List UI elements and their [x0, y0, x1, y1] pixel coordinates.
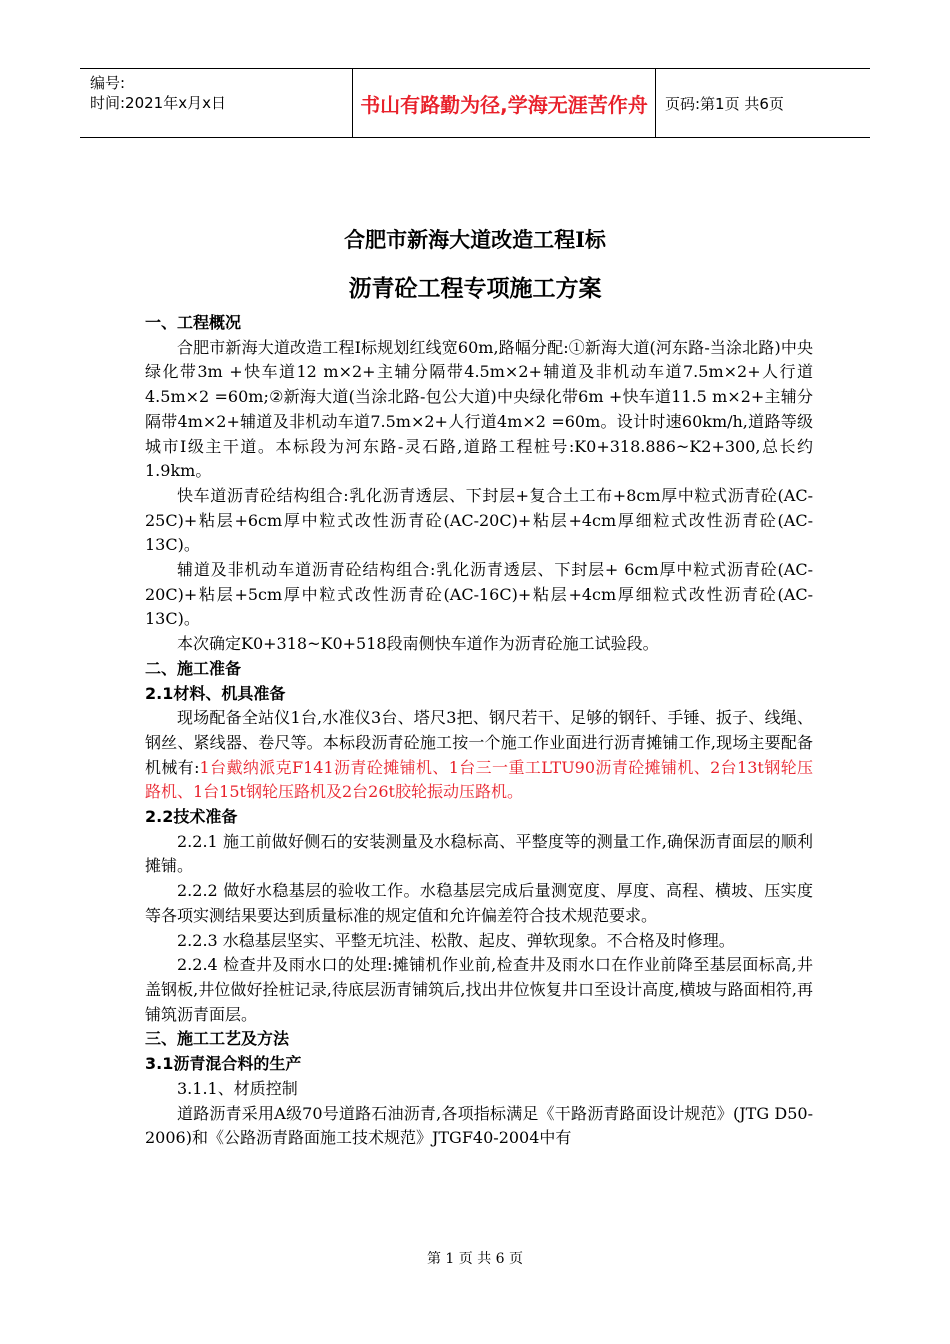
paragraph — [145, 706, 813, 805]
header-meta — [90, 73, 270, 113]
equipment-text: 现场配备全站仪1台,水准仪3台、塔尺3把、钢尺若干、足够的钢钎、手锤、扳子、线绳、钢丝、紧线器、卷尺等。本标段沥青砼施工按一个施工作业面进行沥青摊铺工作,现场主要配备机械有: — [145, 708, 813, 777]
paragraph: 2.2.1 施工前做好侧石的安装测量及水稳标高、平整度等的测量工作,确保沥青面层的顺利摊铺。 — [145, 831, 813, 876]
document-number-label: 编号: — [90, 74, 126, 92]
paragraph: 2.2.2 做好水稳基层的验收工作。水稳基层完成后量测宽度、厚度、高程、横坡、压实度等各项实测结果要达到质量标准的规定值和允许偏差符合技术规范要求。 — [145, 881, 813, 925]
subsection-heading: 3.1沥青混合料的生产 — [145, 1054, 302, 1074]
section-heading: 二、施工准备 — [145, 658, 242, 678]
paragraph: 2.2.4 检查井及雨水口的处理:摊铺机作业前,检查井及雨水口在作业前降至基层面标高,井盖钢板,井位做好拴桩记录,待底层沥青铺筑后,找出井位恢复井口至设计高度,横坡与路面相符,再铺筑沥青面层。 — [145, 955, 813, 1024]
document-body — [145, 311, 813, 1151]
page-header — [80, 68, 870, 138]
section-heading: 一、工程概况 — [145, 313, 242, 332]
paragraph: 快车道沥青砼结构组合:乳化沥青透层、下封层+复合土工布+8cm厚中粒式沥青砼(AC-25C)+粘层+6cm厚中粒式改性沥青砼(AC-20C)+粘层+4cm厚细粒式改性沥青砼(AC-13C)。 — [145, 485, 813, 555]
document-title: 沥青砼工程专项施工方案 — [348, 275, 602, 302]
header-page-info: 页码:第1页 共6页 — [665, 94, 784, 113]
project-title: 合肥市新海大道改造工程Ⅰ标 — [344, 227, 606, 252]
paragraph: 2.2.3 水稳基层坚实、平整无坑洼、松散、起皮、弹软现象。不合格及时修理。 — [177, 930, 735, 950]
equipment-list-highlight: 1台戴纳派克F141沥青砼摊铺机、1台三一重工LTU90沥青砼摊铺机、2台13t钢轮压路机、1台15t钢轮压路机及2台26t胶轮振动压路机。 — [145, 757, 813, 802]
paragraph: 道路沥青采用A级70号道路石油沥青,各项指标满足《干路沥青路面设计规范》(JTG D50-2006)和《公路沥青路面施工技术规范》JTGF40-2004中有 — [145, 1103, 813, 1148]
document-time-label: 时间:2021年x月x日 — [90, 94, 226, 112]
page-footer: 第 1 页 共 6 页 — [426, 1251, 524, 1267]
sub-subsection-heading: 3.1.1、材质控制 — [177, 1078, 298, 1098]
header-motto: 书山有路勤为径,学海无涯苦作舟 — [360, 92, 648, 117]
header-divider — [655, 69, 656, 137]
paragraph: 合肥市新海大道改造工程Ⅰ标规划红线宽60m,路幅分配:①新海大道(河东路-当涂北路)中央绿化带3m +快车道12 m×2+主辅分隔带4.5m×2+辅道及非机动车道7.5m×2+人行道4.5m×2 =60m;②新海大道(当涂北路-包公大道)中央绿化带6m +快车道11.5 m×2+主辅分隔带4m×2+辅道及非机动车道7.5m×2+人行道4m×2 =60m。设计时速60km/h,道路等级城市Ⅰ级主干道。本标段为河东路-灵石路,道路工程桩号:K0+318.886~K2+300,总长约1.9km。 — [145, 337, 813, 481]
paragraph: 辅道及非机动车道沥青砼结构组合:乳化沥青透层、下封层+ 6cm厚中粒式沥青砼(AC-20C)+粘层+5cm厚中粒式改性沥青砼(AC-16C)+粘层+4cm厚细粒式改性沥青砼(AC-13C)。 — [145, 560, 813, 629]
subsection-heading: 2.1材料、机具准备 — [145, 683, 286, 703]
paragraph: 本次确定K0+318~K0+518段南侧快车道作为沥青砼施工试验段。 — [177, 634, 659, 654]
subsection-heading: 2.2技术准备 — [145, 807, 238, 827]
section-heading: 三、施工工艺及方法 — [145, 1029, 290, 1049]
